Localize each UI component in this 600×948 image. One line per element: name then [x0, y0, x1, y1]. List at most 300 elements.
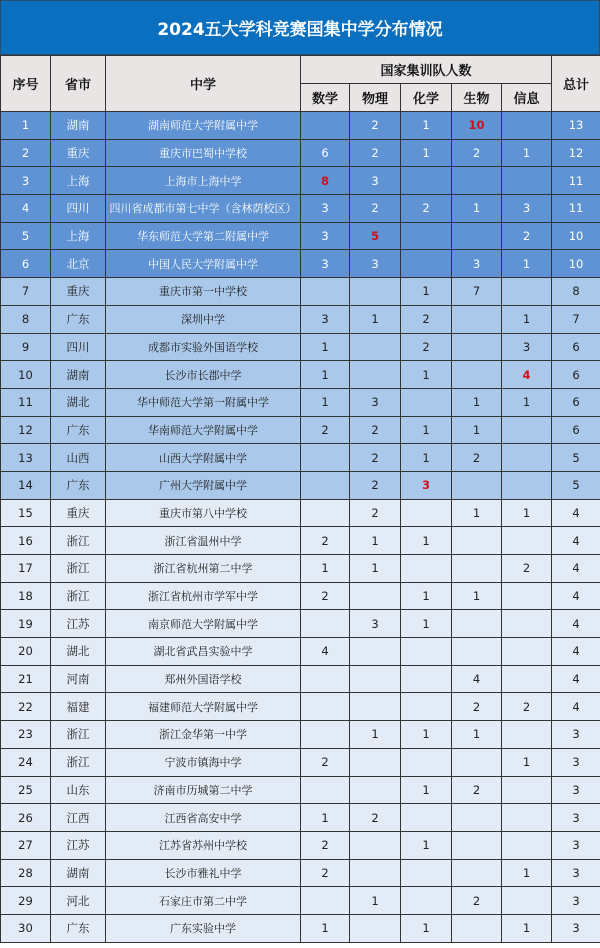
cell-physics: 3: [350, 610, 401, 638]
cell-province: 重庆: [51, 278, 106, 306]
cell-total: 3: [552, 859, 600, 887]
cell-biology: [452, 914, 502, 942]
header-province: 省市: [51, 56, 106, 112]
cell-province: 湖北: [51, 388, 106, 416]
cell-biology: 2: [452, 139, 502, 167]
cell-informatics: 1: [502, 250, 552, 278]
cell-biology: 4: [452, 665, 502, 693]
cell-informatics: [502, 610, 552, 638]
cell-school: 浙江省温州中学: [106, 527, 301, 555]
cell-biology: 1: [452, 499, 502, 527]
cell-chemistry: [401, 499, 452, 527]
cell-seq: 23: [1, 721, 51, 749]
cell-physics: 3: [350, 250, 401, 278]
cell-biology: 1: [452, 721, 502, 749]
cell-physics: [350, 361, 401, 389]
cell-school: 广州大学附属中学: [106, 471, 301, 499]
cell-physics: [350, 333, 401, 361]
cell-province: 浙江: [51, 721, 106, 749]
cell-math: 1: [301, 555, 350, 583]
cell-chemistry: 2: [401, 305, 452, 333]
cell-school: 成都市实验外国语学校: [106, 333, 301, 361]
table-row: [1, 610, 600, 638]
cell-school: 南京师范大学附属中学: [106, 610, 301, 638]
cell-chemistry: 1: [401, 444, 452, 472]
cell-biology: [452, 638, 502, 666]
cell-seq: 5: [1, 222, 51, 250]
cell-informatics: 4: [502, 361, 552, 389]
cell-physics: [350, 914, 401, 942]
cell-physics: 2: [350, 416, 401, 444]
table-row: [1, 305, 600, 333]
cell-chemistry: 1: [401, 139, 452, 167]
header-chemistry: 化学: [401, 84, 452, 112]
cell-total: 11: [552, 195, 600, 223]
cell-math: 4: [301, 638, 350, 666]
table-row: [1, 527, 600, 555]
cell-biology: 10: [452, 112, 502, 140]
cell-province: 山东: [51, 776, 106, 804]
cell-province: 江西: [51, 804, 106, 832]
cell-total: 3: [552, 721, 600, 749]
cell-informatics: [502, 416, 552, 444]
header-biology: 生物: [452, 84, 502, 112]
cell-seq: 3: [1, 167, 51, 195]
cell-seq: 1: [1, 112, 51, 140]
cell-school: 长沙市雅礼中学: [106, 859, 301, 887]
cell-physics: [350, 748, 401, 776]
cell-math: 2: [301, 582, 350, 610]
cell-school: 石家庄市第二中学: [106, 887, 301, 915]
cell-math: 1: [301, 914, 350, 942]
cell-chemistry: 1: [401, 610, 452, 638]
table-row: [1, 195, 600, 223]
cell-informatics: [502, 665, 552, 693]
cell-total: 3: [552, 804, 600, 832]
cell-total: 6: [552, 361, 600, 389]
table-row: [1, 804, 600, 832]
cell-chemistry: 1: [401, 914, 452, 942]
cell-school: 山西大学附属中学: [106, 444, 301, 472]
table-row: [1, 831, 600, 859]
table-row: [1, 555, 600, 583]
cell-math: [301, 721, 350, 749]
cell-physics: [350, 665, 401, 693]
table-row: [1, 333, 600, 361]
cell-school: 长沙市长郡中学: [106, 361, 301, 389]
cell-chemistry: 1: [401, 416, 452, 444]
cell-province: 上海: [51, 222, 106, 250]
cell-biology: 2: [452, 444, 502, 472]
table-row: [1, 388, 600, 416]
cell-seq: 13: [1, 444, 51, 472]
cell-school: 深圳中学: [106, 305, 301, 333]
cell-math: [301, 112, 350, 140]
cell-math: [301, 693, 350, 721]
cell-math: 2: [301, 527, 350, 555]
table-body: [1, 112, 600, 943]
cell-biology: 2: [452, 887, 502, 915]
table-row: [1, 582, 600, 610]
cell-province: 湖南: [51, 361, 106, 389]
cell-math: [301, 665, 350, 693]
cell-physics: 1: [350, 527, 401, 555]
cell-chemistry: 1: [401, 527, 452, 555]
table-row: [1, 638, 600, 666]
cell-chemistry: 1: [401, 831, 452, 859]
cell-province: 福建: [51, 693, 106, 721]
cell-physics: 1: [350, 305, 401, 333]
header-physics: 物理: [350, 84, 401, 112]
cell-total: 5: [552, 471, 600, 499]
cell-total: 11: [552, 167, 600, 195]
cell-total: 6: [552, 416, 600, 444]
cell-informatics: 1: [502, 305, 552, 333]
cell-math: 2: [301, 416, 350, 444]
cell-total: 4: [552, 610, 600, 638]
cell-biology: [452, 804, 502, 832]
table-row: [1, 693, 600, 721]
cell-total: 3: [552, 887, 600, 915]
cell-seq: 25: [1, 776, 51, 804]
cell-physics: [350, 776, 401, 804]
cell-physics: [350, 693, 401, 721]
cell-physics: [350, 582, 401, 610]
cell-chemistry: 1: [401, 776, 452, 804]
cell-seq: 19: [1, 610, 51, 638]
cell-total: 7: [552, 305, 600, 333]
cell-province: 山西: [51, 444, 106, 472]
cell-math: [301, 278, 350, 306]
cell-chemistry: [401, 167, 452, 195]
cell-school: 江苏省苏州中学校: [106, 831, 301, 859]
table-row: [1, 167, 600, 195]
cell-total: 8: [552, 278, 600, 306]
cell-province: 北京: [51, 250, 106, 278]
cell-seq: 9: [1, 333, 51, 361]
cell-school: 重庆市巴蜀中学校: [106, 139, 301, 167]
cell-province: 重庆: [51, 139, 106, 167]
table-row: [1, 416, 600, 444]
cell-physics: 2: [350, 804, 401, 832]
cell-math: 2: [301, 748, 350, 776]
cell-seq: 14: [1, 471, 51, 499]
cell-math: 3: [301, 250, 350, 278]
cell-chemistry: [401, 804, 452, 832]
table-row: [1, 721, 600, 749]
cell-informatics: 2: [502, 693, 552, 721]
cell-chemistry: [401, 748, 452, 776]
cell-informatics: [502, 638, 552, 666]
cell-math: [301, 610, 350, 638]
cell-province: 江苏: [51, 831, 106, 859]
table-row: [1, 361, 600, 389]
cell-school: 湖北省武昌实验中学: [106, 638, 301, 666]
cell-total: 10: [552, 250, 600, 278]
cell-school: 华南师范大学附属中学: [106, 416, 301, 444]
header-seq: 序号: [1, 56, 51, 112]
cell-school: 重庆市第八中学校: [106, 499, 301, 527]
cell-seq: 16: [1, 527, 51, 555]
cell-total: 6: [552, 388, 600, 416]
cell-biology: [452, 831, 502, 859]
cell-seq: 7: [1, 278, 51, 306]
cell-province: 上海: [51, 167, 106, 195]
cell-chemistry: [401, 638, 452, 666]
cell-biology: [452, 748, 502, 776]
cell-informatics: 1: [502, 914, 552, 942]
cell-school: 湖南师范大学附属中学: [106, 112, 301, 140]
cell-physics: 2: [350, 444, 401, 472]
table-title: 2024五大学科竞赛国集中学分布情况: [0, 0, 600, 55]
cell-seq: 2: [1, 139, 51, 167]
cell-school: 浙江省杭州第二中学: [106, 555, 301, 583]
cell-biology: 2: [452, 693, 502, 721]
table-row: [1, 887, 600, 915]
cell-biology: [452, 305, 502, 333]
cell-informatics: [502, 831, 552, 859]
cell-school: 上海市上海中学: [106, 167, 301, 195]
table-row: [1, 444, 600, 472]
cell-school: 福建师范大学附属中学: [106, 693, 301, 721]
cell-math: 1: [301, 333, 350, 361]
cell-province: 湖北: [51, 638, 106, 666]
cell-province: 河北: [51, 887, 106, 915]
table-row: [1, 665, 600, 693]
cell-school: 济南市历城第二中学: [106, 776, 301, 804]
cell-chemistry: [401, 555, 452, 583]
cell-chemistry: 1: [401, 112, 452, 140]
cell-biology: 2: [452, 776, 502, 804]
cell-seq: 10: [1, 361, 51, 389]
cell-total: 4: [552, 527, 600, 555]
cell-physics: 2: [350, 499, 401, 527]
table-row: [1, 250, 600, 278]
cell-total: 3: [552, 914, 600, 942]
cell-informatics: 1: [502, 139, 552, 167]
cell-total: 4: [552, 499, 600, 527]
table-row: [1, 748, 600, 776]
cell-informatics: 3: [502, 333, 552, 361]
cell-biology: [452, 471, 502, 499]
cell-school: 华东师范大学第二附属中学: [106, 222, 301, 250]
cell-biology: [452, 555, 502, 583]
cell-total: 4: [552, 555, 600, 583]
cell-seq: 28: [1, 859, 51, 887]
cell-biology: [452, 527, 502, 555]
cell-total: 6: [552, 333, 600, 361]
cell-physics: 5: [350, 222, 401, 250]
header-informatics: 信息: [502, 84, 552, 112]
cell-province: 湖南: [51, 112, 106, 140]
cell-province: 浙江: [51, 582, 106, 610]
cell-biology: 1: [452, 416, 502, 444]
cell-province: 湖南: [51, 859, 106, 887]
cell-province: 广东: [51, 305, 106, 333]
cell-seq: 8: [1, 305, 51, 333]
cell-chemistry: [401, 222, 452, 250]
cell-biology: [452, 167, 502, 195]
cell-informatics: 3: [502, 195, 552, 223]
cell-province: 河南: [51, 665, 106, 693]
cell-biology: 1: [452, 195, 502, 223]
cell-seq: 18: [1, 582, 51, 610]
cell-physics: [350, 638, 401, 666]
cell-chemistry: 1: [401, 278, 452, 306]
cell-informatics: [502, 804, 552, 832]
cell-biology: 7: [452, 278, 502, 306]
table-row: [1, 222, 600, 250]
cell-informatics: [502, 444, 552, 472]
cell-seq: 21: [1, 665, 51, 693]
cell-informatics: [502, 776, 552, 804]
cell-seq: 30: [1, 914, 51, 942]
cell-math: 2: [301, 859, 350, 887]
cell-physics: 2: [350, 112, 401, 140]
cell-seq: 6: [1, 250, 51, 278]
cell-seq: 22: [1, 693, 51, 721]
header-team-count: 国家集训队人数: [301, 56, 552, 84]
table-row: [1, 914, 600, 942]
table-row: [1, 859, 600, 887]
cell-physics: [350, 278, 401, 306]
cell-seq: 27: [1, 831, 51, 859]
table-row: [1, 112, 600, 140]
cell-biology: [452, 361, 502, 389]
cell-seq: 20: [1, 638, 51, 666]
cell-math: 1: [301, 361, 350, 389]
cell-biology: 1: [452, 388, 502, 416]
cell-physics: 2: [350, 139, 401, 167]
cell-informatics: 1: [502, 388, 552, 416]
cell-chemistry: [401, 887, 452, 915]
cell-math: [301, 444, 350, 472]
cell-physics: 2: [350, 195, 401, 223]
cell-school: 江西省高安中学: [106, 804, 301, 832]
cell-informatics: [502, 887, 552, 915]
cell-physics: [350, 831, 401, 859]
cell-physics: 2: [350, 471, 401, 499]
cell-physics: 1: [350, 555, 401, 583]
cell-math: 2: [301, 831, 350, 859]
cell-province: 重庆: [51, 499, 106, 527]
cell-math: 1: [301, 804, 350, 832]
cell-school: 浙江金华第一中学: [106, 721, 301, 749]
cell-math: 6: [301, 139, 350, 167]
cell-province: 浙江: [51, 748, 106, 776]
cell-seq: 24: [1, 748, 51, 776]
cell-informatics: [502, 112, 552, 140]
school-distribution-table: [0, 55, 600, 943]
cell-biology: 3: [452, 250, 502, 278]
cell-seq: 29: [1, 887, 51, 915]
cell-chemistry: 2: [401, 333, 452, 361]
cell-chemistry: 1: [401, 582, 452, 610]
cell-physics: [350, 859, 401, 887]
cell-total: 4: [552, 665, 600, 693]
cell-total: 3: [552, 831, 600, 859]
cell-biology: 1: [452, 582, 502, 610]
table-row: [1, 139, 600, 167]
cell-informatics: 2: [502, 222, 552, 250]
cell-informatics: [502, 278, 552, 306]
cell-informatics: 1: [502, 859, 552, 887]
cell-school: 郑州外国语学校: [106, 665, 301, 693]
cell-informatics: [502, 721, 552, 749]
cell-chemistry: [401, 250, 452, 278]
cell-chemistry: [401, 388, 452, 416]
cell-school: 重庆市第一中学校: [106, 278, 301, 306]
cell-total: 13: [552, 112, 600, 140]
header-math: 数学: [301, 84, 350, 112]
cell-informatics: [502, 167, 552, 195]
cell-seq: 17: [1, 555, 51, 583]
cell-total: 10: [552, 222, 600, 250]
cell-math: 1: [301, 388, 350, 416]
cell-seq: 15: [1, 499, 51, 527]
cell-province: 广东: [51, 416, 106, 444]
cell-province: 广东: [51, 471, 106, 499]
cell-math: 3: [301, 195, 350, 223]
table-row: [1, 776, 600, 804]
cell-biology: [452, 859, 502, 887]
table-header: [1, 56, 600, 112]
cell-seq: 11: [1, 388, 51, 416]
table-row: [1, 499, 600, 527]
cell-province: 浙江: [51, 527, 106, 555]
cell-province: 四川: [51, 333, 106, 361]
cell-school: 浙江省杭州市学军中学: [106, 582, 301, 610]
cell-informatics: [502, 527, 552, 555]
cell-chemistry: 2: [401, 195, 452, 223]
cell-province: 江苏: [51, 610, 106, 638]
header-total: 总计: [552, 56, 600, 112]
cell-total: 5: [552, 444, 600, 472]
cell-chemistry: [401, 665, 452, 693]
cell-math: [301, 499, 350, 527]
cell-math: 3: [301, 305, 350, 333]
cell-school: 广东实验中学: [106, 914, 301, 942]
cell-physics: 1: [350, 887, 401, 915]
cell-chemistry: 3: [401, 471, 452, 499]
header-school: 中学: [106, 56, 301, 112]
table-row: [1, 278, 600, 306]
cell-total: 4: [552, 638, 600, 666]
cell-physics: 3: [350, 388, 401, 416]
cell-chemistry: 1: [401, 721, 452, 749]
cell-math: 8: [301, 167, 350, 195]
cell-province: 广东: [51, 914, 106, 942]
cell-biology: [452, 222, 502, 250]
cell-informatics: [502, 582, 552, 610]
cell-total: 4: [552, 693, 600, 721]
cell-total: 3: [552, 776, 600, 804]
cell-school: 宁波市镇海中学: [106, 748, 301, 776]
cell-school: 华中师范大学第一附属中学: [106, 388, 301, 416]
cell-chemistry: [401, 693, 452, 721]
cell-chemistry: [401, 859, 452, 887]
cell-school: 四川省成都市第七中学（含林荫校区）: [106, 195, 301, 223]
cell-biology: [452, 333, 502, 361]
cell-seq: 12: [1, 416, 51, 444]
cell-physics: 1: [350, 721, 401, 749]
table-row: [1, 471, 600, 499]
cell-informatics: 1: [502, 748, 552, 776]
cell-informatics: 1: [502, 499, 552, 527]
cell-province: 四川: [51, 195, 106, 223]
cell-seq: 26: [1, 804, 51, 832]
cell-chemistry: 1: [401, 361, 452, 389]
